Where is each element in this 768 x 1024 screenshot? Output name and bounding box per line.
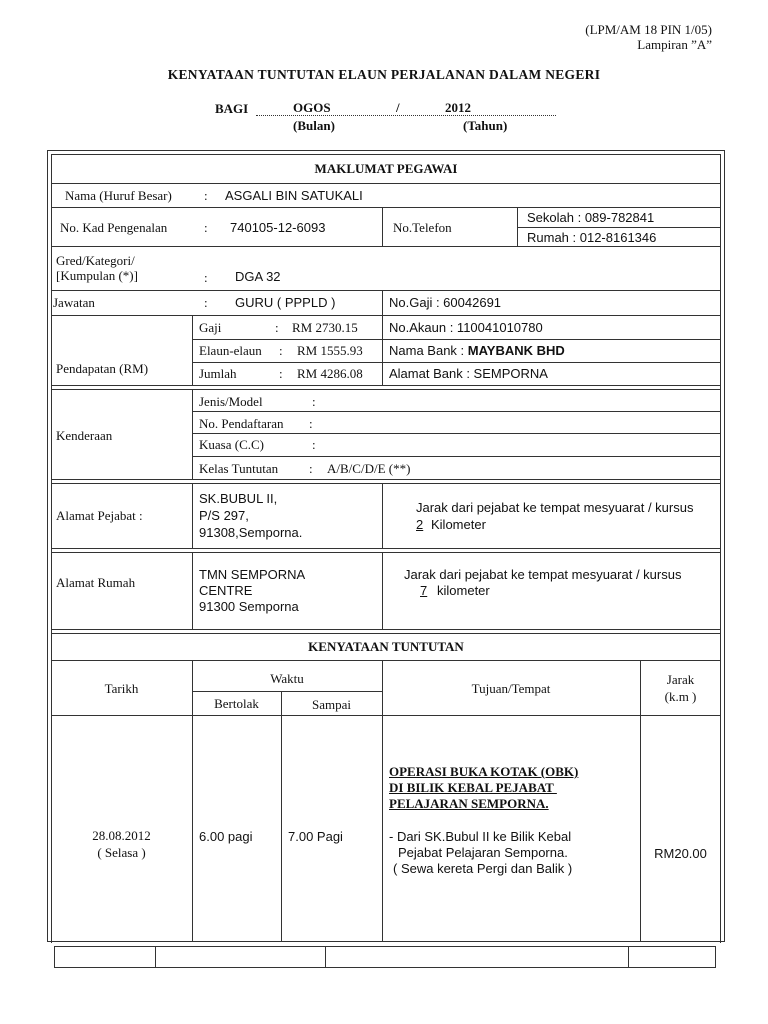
officer-name: ASGALI BIN SATUKALI xyxy=(225,188,363,203)
claim-purpose-detail-line3: ( Sewa kereta Pergi dan Balik ) xyxy=(393,861,573,876)
vehicle-cc-label: Kuasa (C.C) xyxy=(199,437,264,452)
col-purpose-header: Tujuan/Tempat xyxy=(471,681,551,696)
bank-address: Alamat Bank : SEMPORNA xyxy=(389,366,548,381)
vehicle-reg-colon: : xyxy=(309,416,313,431)
jumlah-colon: : xyxy=(279,366,283,381)
ic-number: 740105-12-6093 xyxy=(230,220,326,235)
claim-date: 28.08.2012 xyxy=(92,828,151,843)
claim-amount: RM20.00 xyxy=(654,846,707,861)
grade-label-line2: [Kumpulan (*)] xyxy=(56,268,138,283)
bank-label: Nama Bank : xyxy=(389,343,465,358)
jumlah-value: RM 4286.08 xyxy=(297,366,363,381)
name-label: Nama (Huruf Besar) xyxy=(65,188,172,203)
ic-label: No. Kad Pengenalan xyxy=(60,220,168,235)
grade-label-line1: Gred/Kategori/ xyxy=(56,253,135,268)
account-number: No.Akaun : 110041010780 xyxy=(389,320,543,335)
bulan-label: (Bulan) xyxy=(293,118,335,133)
claim-purpose-detail-line1: - Dari SK.Bubul II ke Bilik Kebal xyxy=(389,829,572,844)
gaji-label: Gaji xyxy=(199,320,222,335)
claim-purpose-title-line3: PELAJARAN SEMPORNA. xyxy=(389,796,549,811)
claim-arrive-time: 7.00 Pagi xyxy=(288,829,343,844)
office-address-label: Alamat Pejabat : xyxy=(56,508,143,523)
phone-school: Sekolah : 089-782841 xyxy=(527,210,655,225)
empty-table-row xyxy=(54,946,716,968)
claim-purpose-detail-line2: Pejabat Pelajaran Semporna. xyxy=(398,845,568,860)
vehicle-class-value: A/B/C/D/E (**) xyxy=(327,461,411,476)
elaun-label: Elaun-elaun xyxy=(199,343,262,358)
office-distance-text: Jarak dari pejabat ke tempat mesyuarat / kursus xyxy=(416,500,694,515)
col-distance-header-line1: Jarak xyxy=(666,672,695,687)
office-address-line2: P/S 297, xyxy=(199,508,249,523)
claim-purpose-title-line1: OPERASI BUKA KOTAK (OBK) xyxy=(389,764,579,779)
office-distance-unit: Kilometer xyxy=(431,517,486,532)
office-address-line1: SK.BUBUL II, xyxy=(199,491,278,506)
salary-number: No.Gaji : 60042691 xyxy=(389,295,502,310)
name-colon: : xyxy=(204,188,208,203)
form-reference: (LPM/AM 18 PIN 1/05) xyxy=(585,22,712,37)
grade-value: DGA 32 xyxy=(235,269,281,284)
lampiran-label: Lampiran ”A” xyxy=(637,37,712,52)
col-depart-header: Bertolak xyxy=(214,696,259,711)
home-address-label: Alamat Rumah xyxy=(56,575,136,590)
home-address-line1: TMN SEMPORNA xyxy=(199,567,306,582)
claim-depart-time: 6.00 pagi xyxy=(199,829,253,844)
home-distance-text: Jarak dari pejabat ke tempat mesyuarat / kursus xyxy=(404,567,682,582)
vehicle-model-colon: : xyxy=(312,394,316,409)
vehicle-reg-label: No. Pendaftaran xyxy=(199,416,284,431)
col-arrive-header: Sampai xyxy=(312,697,351,712)
claim-year: 2012 xyxy=(445,100,471,115)
form-title: KENYATAAN TUNTUTAN ELAUN PERJALANAN DALAM NEGERI xyxy=(167,67,601,82)
vehicle-label: Kenderaan xyxy=(56,428,113,443)
gaji-colon: : xyxy=(275,320,279,335)
home-address-line3: 91300 Semporna xyxy=(199,599,299,614)
claim-day: ( Selasa ) xyxy=(97,845,146,860)
home-address-line2: CENTRE xyxy=(199,583,253,598)
bagi-label: BAGI xyxy=(215,101,249,116)
period-slash: / xyxy=(396,100,400,115)
post-value: GURU ( PPPLD ) xyxy=(235,295,336,310)
claim-purpose-title-line2: DI BILIK KEBAL PEJABAT xyxy=(389,780,557,795)
office-address-line3: 91308,Semporna. xyxy=(199,525,303,540)
gaji-value: RM 2730.15 xyxy=(292,320,358,335)
grade-colon: : xyxy=(204,270,208,285)
post-colon: : xyxy=(204,295,208,310)
claims-section-title: KENYATAAN TUNTUTAN xyxy=(308,639,464,654)
bank-name: MAYBANK BHD xyxy=(467,343,565,358)
jumlah-label: Jumlah xyxy=(199,366,237,381)
income-label: Pendapatan (RM) xyxy=(56,361,149,376)
tahun-label: (Tahun) xyxy=(463,118,508,133)
post-label: Jawatan xyxy=(53,295,95,310)
officer-section-title: MAKLUMAT PEGAWAI xyxy=(314,161,458,176)
col-time-header: Waktu xyxy=(270,671,304,686)
home-distance-unit: kilometer xyxy=(437,583,490,598)
vehicle-class-label: Kelas Tuntutan xyxy=(199,461,279,476)
col-distance-header-line2: (k.m ) xyxy=(664,689,697,704)
bank-name-line xyxy=(389,343,565,358)
home-distance-value: 7 xyxy=(420,583,428,598)
col-date-header: Tarikh xyxy=(104,681,139,696)
vehicle-cc-colon: : xyxy=(312,437,316,452)
claim-month: OGOS xyxy=(293,100,331,115)
office-distance-value: 2 xyxy=(416,517,424,532)
ic-colon: : xyxy=(204,220,208,235)
elaun-value: RM 1555.93 xyxy=(297,343,363,358)
vehicle-class-colon: : xyxy=(309,461,313,476)
elaun-colon: : xyxy=(279,343,283,358)
phone-home: Rumah : 012-8161346 xyxy=(527,230,657,245)
vehicle-model-label: Jenis/Model xyxy=(199,394,263,409)
phone-label: No.Telefon xyxy=(393,220,452,235)
